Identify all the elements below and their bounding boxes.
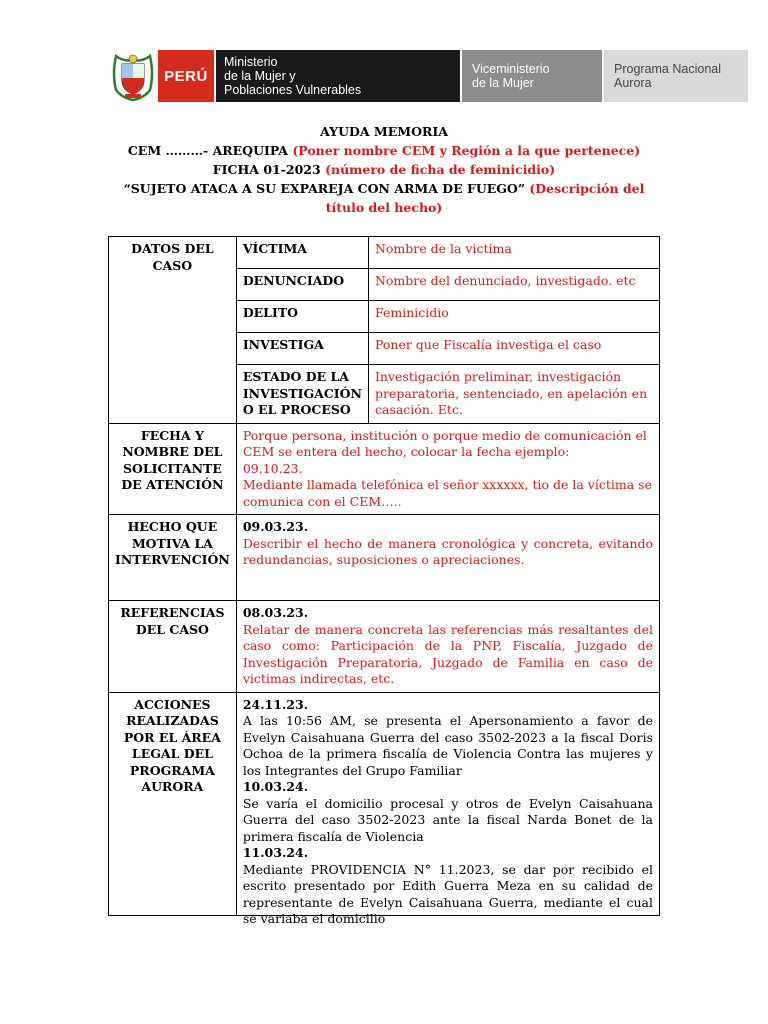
acciones-clip [242, 696, 653, 926]
datos-del-caso-label: DATOS DEL CASO [109, 237, 237, 424]
cem-hint: (Poner nombre CEM y Región a la que pertenece) [292, 143, 641, 158]
fecha-paragraph-2: Mediante llamada telefónica el señor xxxxxx, tio de la víctima se comunica con el CEM….. [242, 477, 652, 509]
referencias-text: Relatar de manera concreta las referencias más resaltantes del caso como: Participación de la PNP, Fiscalía, Juzgado de Investigación Preparatoria, Juzgado de Familia en caso de victimas indirectas, etc. [242, 621, 653, 686]
hecho-date: 09.03.23. [242, 519, 309, 534]
row-value-victima: Nombre de la victima [368, 237, 659, 269]
vice-line-2: de la Mujer [472, 76, 534, 90]
referencias-content [236, 601, 659, 693]
row-label-estado: ESTADO DE LA INVESTIGACIÓN O EL PROCESO [236, 365, 368, 424]
row-value-delito: Feminicidio [368, 301, 659, 333]
row-value-estado: Investigación preliminar, investigación preparatoria, sentenciado, en apelación en casación. Etc. [368, 365, 659, 424]
title-ficha-line [108, 160, 660, 179]
title-cem-line [108, 141, 660, 160]
hecho-text: Describir el hecho de manera cronológica y concreta, evitando redundancias, suposiciones o apreciaciones. [242, 535, 653, 567]
row-value-investiga: Poner que Fiscalía investiga el caso [368, 333, 659, 365]
vice-line-1: Viceministerio [472, 62, 550, 76]
programa-line-2: Aurora [614, 76, 652, 90]
row-label-denunciado: DENUNCIADO [236, 269, 368, 301]
acciones-content [236, 692, 659, 926]
acciones-date-2: 10.03.24. [242, 779, 309, 794]
programa-block [604, 50, 748, 102]
ficha-hint: (número de ficha de feminicidio) [325, 162, 556, 177]
fecha-date: 09.10.23. [242, 460, 303, 476]
cem-text: CEM ………- AREQUIPA [127, 143, 293, 158]
ficha-text: FICHA 01-2023 [212, 162, 326, 177]
table-row [109, 423, 660, 515]
title-ayuda-memoria: AYUDA MEMORIA [320, 124, 448, 139]
document-titles [108, 122, 660, 217]
peru-label: PERÚ [164, 67, 208, 85]
hecho-content [236, 515, 659, 601]
ministerio-line-1: Ministerio [224, 55, 278, 69]
fecha-content [236, 423, 659, 515]
row-label-delito: DELITO [236, 301, 368, 333]
referencias-date: 08.03.23. [242, 605, 309, 620]
acciones-text-2: Se varía el domicilio procesal y otros de Evelyn Caisahuana Guerra del caso 3502-2023 ante la fiscal Narda Bonet de la primera fiscalía de Violencia [242, 795, 653, 844]
row-label-victima: VÍCTIMA [236, 237, 368, 269]
ministerio-line-2: de la Mujer y [224, 69, 296, 83]
institutional-header [112, 50, 721, 102]
fecha-paragraph-1: Porque persona, institución o porque medio de comunicación el CEM se entera del hecho, colocar la fecha ejemplo: [242, 427, 647, 459]
fecha-label: FECHA Y NOMBRE DEL SOLICITANTE DE ATENCIÓN [109, 423, 237, 515]
table-row [109, 601, 660, 693]
acciones-date-1: 24.11.23. [242, 696, 309, 712]
hecho-title-text: “SUJETO ATACA A SU EXPAREJA CON ARMA DE FUEGO” [123, 181, 530, 196]
ministerio-line-3: Poblaciones Vulnerables [224, 83, 362, 97]
referencias-label: REFERENCIAS DEL CASO [109, 601, 237, 693]
acciones-text-1: A las 10:56 AM, se presenta el Apersonamiento a favor de Evelyn Caisahuana Guerra del caso 3502-2023 a la fiscal Doris Ochoa de la primera fiscalía de Violencia Contra las mujeres y los Integrantes del Grupo Familiar [242, 713, 653, 778]
title-hecho-line [108, 179, 660, 217]
peru-brand-block [158, 50, 214, 102]
table-row [109, 692, 660, 915]
case-table [108, 236, 660, 926]
peru-coat-of-arms-icon [112, 50, 154, 102]
programa-line-1: Programa Nacional [614, 62, 721, 76]
hecho-title-hint: (Descripción del título del hecho) [325, 181, 645, 215]
row-label-investiga: INVESTIGA [236, 333, 368, 365]
hecho-label: HECHO QUE MOTIVA LA INTERVENCIÓN [109, 515, 237, 601]
table-row [109, 237, 660, 269]
acciones-label: ACCIONES REALIZADAS POR EL ÁREA LEGAL DEL PROGRAMA AURORA [109, 692, 237, 915]
row-value-denunciado: Nombre del denunciado, investigado. etc [368, 269, 659, 301]
viceministerio-block [462, 50, 602, 102]
table-row [109, 515, 660, 601]
acciones-date-3: 11.03.24. [242, 845, 309, 860]
ministerio-block [216, 50, 460, 102]
acciones-text-3: Mediante PROVIDENCIA N° 11.2023, se dar por recibido el escrito presentado por Edith Guerra Meza en su calidad de representante de Evelyn Caisahuana Guerra, mediante el cual se variaba el domicilio [242, 861, 653, 926]
